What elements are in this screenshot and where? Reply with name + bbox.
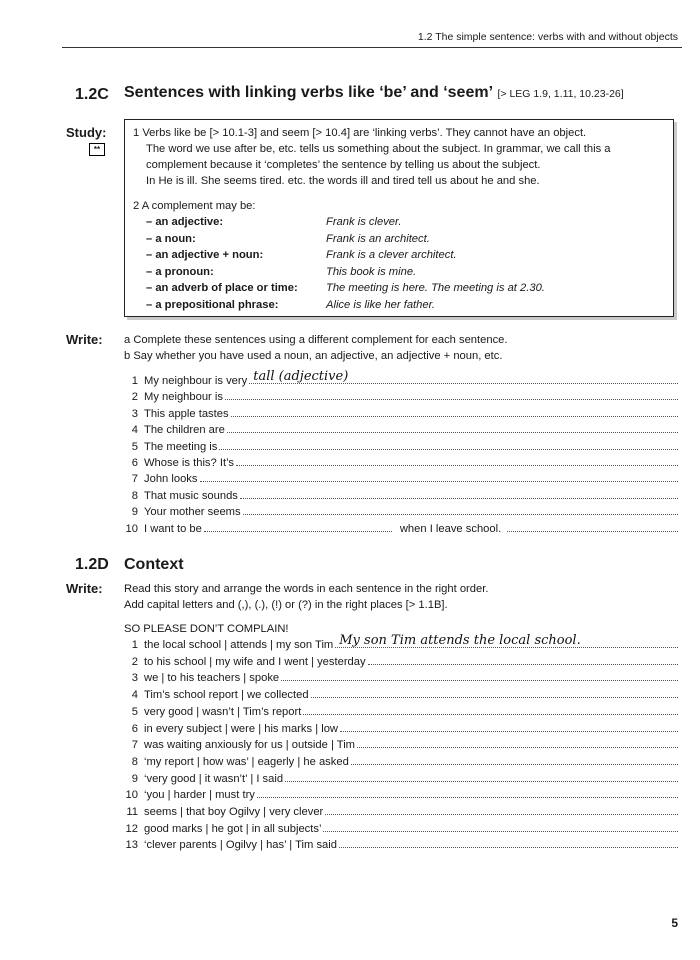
item-number: 5 (131, 705, 138, 718)
instruction-line-1: Read this story and arrange the words in each sentence in the right order. (124, 583, 489, 595)
item-prompt: Your mother seems (144, 506, 241, 519)
answer-line[interactable] (225, 389, 678, 400)
instruction-line-2: Add capital letters and (,), (.), (!) or (?) in the right places [> 1.1B]. (124, 599, 448, 611)
answer-line[interactable] (357, 737, 678, 748)
item-number: 2 (131, 391, 138, 404)
study-label: Study: (66, 125, 107, 140)
item-number: 5 (131, 440, 138, 453)
complement-type-example: Frank is an architect. (326, 232, 430, 245)
answer-line[interactable] (323, 821, 678, 832)
item-prompt-middle: when I leave school. (399, 522, 502, 535)
item-prompt: This apple tastes (144, 407, 229, 420)
study-line-3: complement because it ‘completes’ the sentence by telling us about the subject. (146, 159, 541, 171)
exercise-item (124, 439, 678, 455)
write-instructions-1 (124, 332, 674, 364)
item-number: 7 (131, 473, 138, 486)
answer-line[interactable] (257, 787, 678, 798)
complement-type-label: – a pronoun: (146, 265, 214, 278)
instruction-a: a Complete these sentences using a different complement for each sentence. (124, 334, 508, 346)
study-paragraph-2 (133, 198, 665, 313)
complement-type-label: – a noun: (146, 232, 196, 245)
section-number-c: 1.2C (75, 86, 109, 103)
item-prompt: ‘very good | it wasn’t’ | I said (144, 772, 284, 785)
item-number: 9 (131, 772, 138, 785)
item-prompt: in every subject | were | his marks | low (144, 722, 338, 735)
complement-type-example: This book is mine. (326, 265, 417, 278)
item-prompt: good marks | he got | in all subjects’ (144, 822, 322, 835)
handwritten-answer: My son Tim attends the local school. (339, 633, 581, 648)
item-prompt: The meeting is (144, 440, 218, 453)
item-prompt: Tim’s school report | we collected (144, 689, 309, 702)
answer-line[interactable] (368, 654, 678, 665)
study-line-1: 1 Verbs like be [> 10.1-3] and seem [> 10.4] are ‘linking verbs’. They cannot have an object. (133, 127, 587, 139)
exercise-item (124, 369, 678, 389)
study-box (124, 119, 674, 317)
answer-line[interactable] (200, 471, 679, 482)
item-number: 8 (131, 489, 138, 502)
item-number: 11 (126, 806, 138, 818)
item-number: 6 (131, 457, 138, 469)
exercise-item (124, 504, 678, 520)
handwritten-answer: tall (adjective) (253, 369, 349, 384)
exercise-item (124, 837, 678, 853)
exercise-item (124, 670, 678, 686)
item-number: 9 (131, 506, 138, 519)
complement-type-label: – an adverb of place or time: (146, 282, 298, 294)
item-number: 4 (131, 689, 138, 702)
write-label-1: Write: (66, 332, 103, 347)
item-prompt: Whose is this? It’s (144, 457, 234, 469)
section-title-d: Context (124, 556, 184, 573)
exercise-item (124, 488, 678, 504)
section-ref-c: [> LEG 1.9, 1.11, 10.23-26] (497, 88, 624, 100)
story-title: SO PLEASE DON’T COMPLAIN! (124, 623, 289, 635)
complement-type-example: Frank is a clever architect. (326, 249, 457, 261)
instruction-b: b Say whether you have used a noun, an adjective, an adjective + noun, etc. (124, 350, 503, 362)
study-line-2: The word we use after be, etc. tells us something about the subject. In grammar, we call this a (146, 143, 611, 155)
item-prompt: to his school | my wife and I went | yesterday (144, 655, 366, 668)
exercise-item (124, 787, 678, 803)
item-prompt: That music sounds (144, 489, 238, 502)
study-paragraph-1 (133, 125, 665, 189)
study-line-4: In He is ill. She seems tired. etc. the words ill and tired tell us about he and she. (146, 175, 540, 187)
exercise-item (124, 737, 678, 753)
exercise-item (124, 471, 678, 487)
item-number: 10 (125, 522, 138, 535)
answer-line[interactable] (340, 721, 678, 732)
item-number: 1 (131, 375, 138, 387)
header-rule (62, 47, 682, 48)
exercise-item (124, 654, 678, 670)
item-prompt: was waiting anxiously for us | outside | Tim (144, 739, 356, 752)
answer-line[interactable] (249, 369, 678, 384)
section-heading-c (124, 84, 624, 102)
exercise-item (124, 455, 678, 471)
item-number: 1 (131, 639, 138, 651)
running-header: 1.2 The simple sentence: verbs with and without objects (417, 31, 678, 43)
exercise-item (124, 754, 678, 770)
item-prompt: The children are (144, 424, 225, 437)
item-prompt: ‘clever parents | Ogilvy | has’ | Tim said (144, 839, 337, 852)
answer-line[interactable] (285, 771, 678, 782)
difficulty-badge: ** (89, 143, 105, 156)
section-number-d: 1.2D (75, 556, 109, 573)
item-prompt: I want to be (144, 522, 202, 535)
answer-line[interactable] (236, 455, 678, 466)
section-title-c: Sentences with linking verbs like ‘be’ and ‘seem’ (124, 84, 494, 101)
item-number: 13 (125, 839, 138, 852)
item-prompt: My neighbour is (144, 391, 223, 404)
item-prompt: seems | that boy Ogilvy | very clever (144, 806, 324, 818)
complement-type-example: The meeting is here. The meeting is at 2.30. (326, 282, 545, 294)
answer-line[interactable] (311, 687, 678, 698)
complement-type-label: – a prepositional phrase: (146, 298, 279, 311)
item-number: 2 (131, 655, 138, 668)
answer-line[interactable] (303, 704, 678, 715)
item-number: 3 (131, 407, 138, 420)
complement-type-label: – an adjective: (146, 216, 224, 228)
item-prompt: ‘my report | how was’ | eagerly | he asked (144, 755, 349, 768)
exercise-item (124, 804, 678, 820)
answer-line[interactable] (351, 754, 678, 765)
answer-line[interactable] (227, 422, 678, 433)
item-prompt: ‘you | harder | must try (144, 789, 255, 802)
exercise-item (124, 687, 678, 703)
answer-line[interactable] (204, 521, 392, 532)
item-prompt: My neighbour is very (144, 375, 248, 387)
exercise-item (124, 821, 678, 837)
write-label-2: Write: (66, 581, 103, 596)
item-prompt: very good | wasn’t | Tim’s report (144, 705, 302, 718)
item-number: 10 (125, 789, 138, 802)
item-number: 4 (131, 424, 138, 437)
item-number: 7 (131, 739, 138, 752)
exercise-item (124, 521, 678, 537)
item-number: 3 (131, 672, 138, 685)
item-number: 12 (125, 822, 138, 835)
item-number: 8 (131, 755, 138, 768)
exercise-item (124, 406, 678, 422)
answer-line[interactable] (240, 488, 678, 499)
item-prompt: we | to his teachers | spoke (144, 672, 280, 685)
exercise-item (124, 389, 678, 405)
answer-line[interactable] (231, 406, 678, 417)
write-instructions-2 (124, 581, 674, 613)
item-prompt: the local school | attends | my son Tim (144, 639, 334, 651)
answer-line[interactable] (507, 521, 678, 532)
complement-types (133, 214, 665, 313)
complement-type-example: Alice is like her father. (326, 298, 436, 311)
answer-line[interactable] (325, 804, 678, 815)
study-p2-intro: 2 A complement may be: (133, 200, 256, 212)
answer-line[interactable] (335, 633, 678, 648)
complement-type-label: – an adjective + noun: (146, 249, 264, 261)
answer-line[interactable] (339, 837, 678, 848)
page-number: 5 (671, 916, 678, 930)
item-number: 6 (131, 722, 138, 735)
answer-line[interactable] (281, 670, 678, 681)
exercise-item (124, 771, 678, 787)
exercise-item (124, 704, 678, 720)
item-prompt: John looks (144, 473, 198, 486)
answer-line[interactable] (219, 439, 678, 450)
exercise-item (124, 721, 678, 737)
answer-line[interactable] (243, 504, 678, 515)
exercise-item (124, 633, 678, 653)
exercise-item (124, 422, 678, 438)
complement-type-example: Frank is clever. (326, 216, 402, 228)
